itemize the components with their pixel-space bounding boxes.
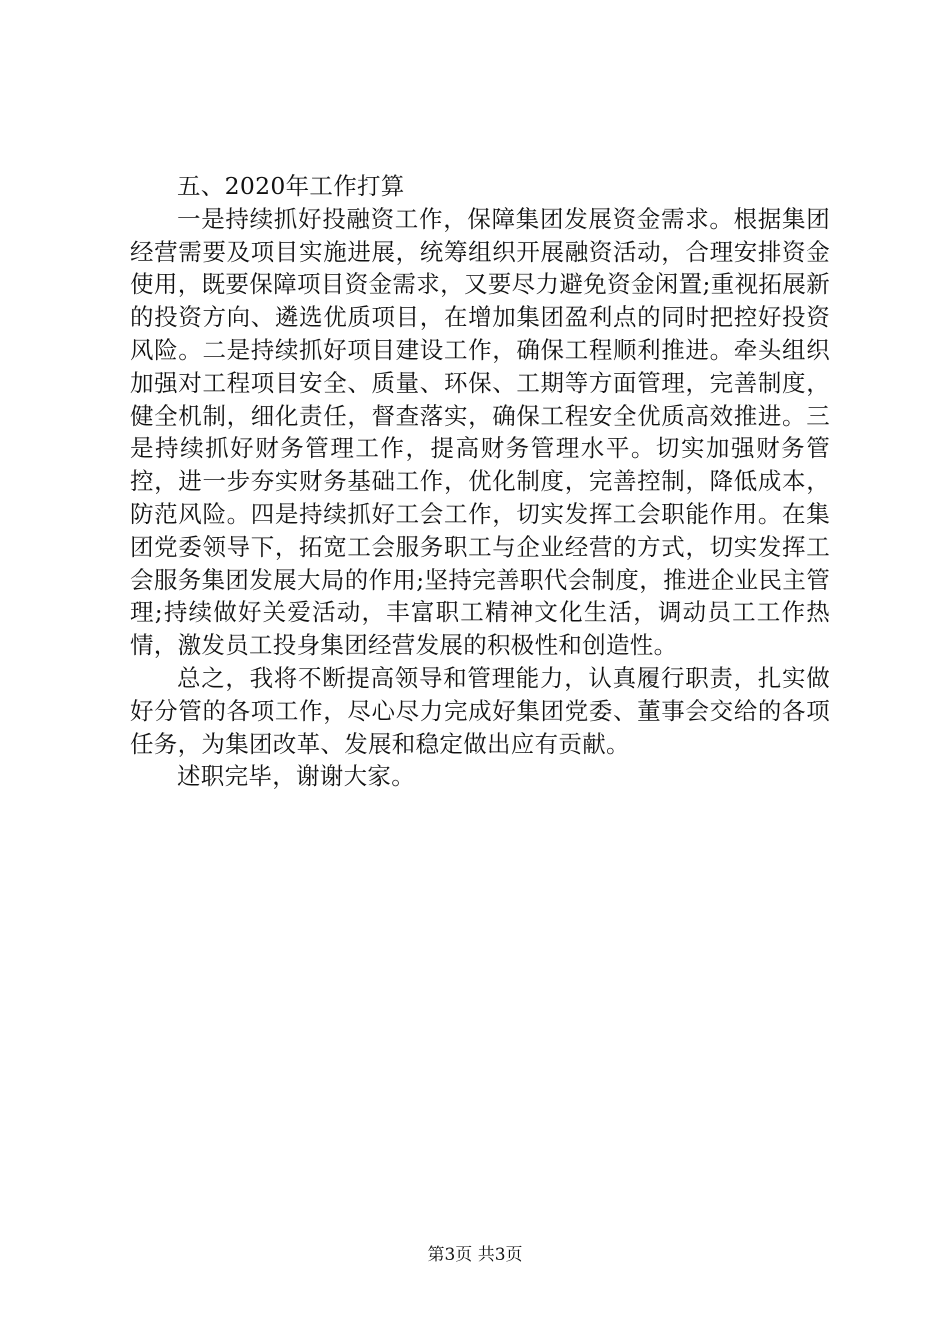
paragraph-closing: 述职完毕，谢谢大家。 xyxy=(177,762,415,791)
paragraph-work-plan: 一是持续抓好投融资工作，保障集团发展资金需求。根据集团经营需要及项目实施进展，统筹组织开展融资活动，合理安排资金使用，既要保障项目资金需求，又要尽力避免资金闲置;重视拓展新的投资方向、遴选优质项目，在增加集团盈利点的同时把控好投资风险。二是持续抓好项目建设工作，确保工程顺利推进。牵头组织加强对工程项目安全、质量、环保、工期等方面管理，完善制度，健全机制，细化责任，督查落实，确保工程安全优质高效推进。三是持续抓好财务管理工作，提高财务管理水平。切实加强财务管控，进一步夯实财务基础工作，优化制度，完善控制，降低成本，防范风险。四是持续抓好工会工作，切实发挥工会职能作用。在集团党委领导下，拓宽工会服务职工与企业经营的方式，切实发挥工会服务集团发展大局的作用;坚持完善职代会制度，推进企业民主管理;持续做好关爱活动，丰富职工精神文化生活，调动员工工作热情，激发员工投身集团经营发展的积极性和创造性。 xyxy=(130,204,830,660)
page-number-footer: 第3页 共3页 xyxy=(427,1245,523,1265)
paragraph-summary: 总之，我将不断提高领导和管理能力，认真履行职责，扎实做好分管的各项工作，尽心尽力完成好集团党委、董事会交给的各项任务，为集团改革、发展和稳定做出应有贡献。 xyxy=(130,663,830,758)
document-body xyxy=(130,170,830,793)
section-heading: 五、2020年工作打算 xyxy=(177,172,405,200)
